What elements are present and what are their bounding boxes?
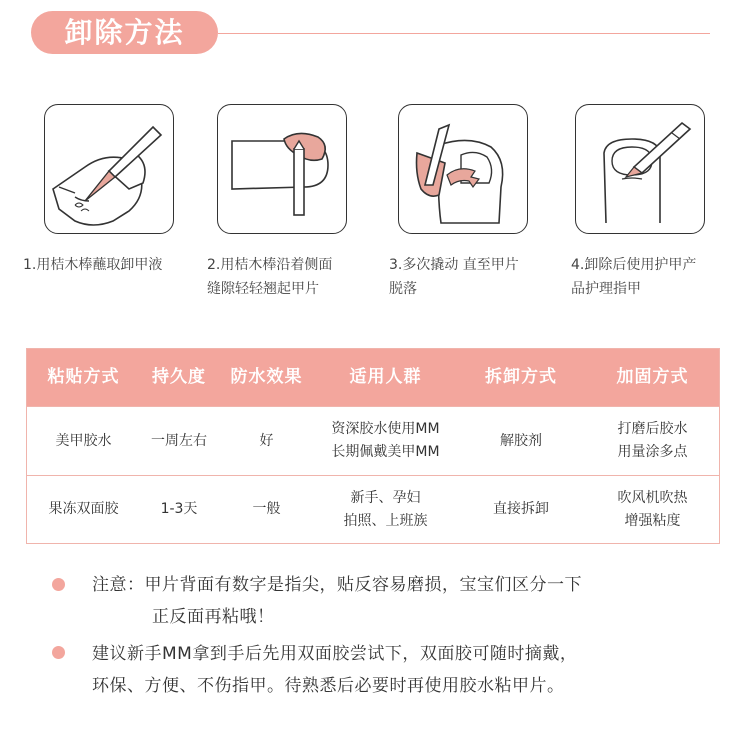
cell-text: 好 bbox=[259, 432, 274, 449]
note-2-bullet-icon bbox=[52, 646, 65, 659]
cell-text: 直接拆卸 bbox=[493, 501, 549, 517]
cell-text: 一周左右 bbox=[151, 432, 207, 449]
step-3-caption-line2: 脱落 bbox=[389, 281, 417, 297]
table-row bbox=[27, 475, 719, 543]
cell-text: 打磨后胶水 bbox=[617, 421, 688, 437]
note-1-bullet-icon bbox=[52, 578, 65, 591]
step-1-illustration bbox=[44, 104, 174, 234]
table-cell bbox=[456, 476, 586, 543]
step-2-illustration bbox=[217, 104, 347, 234]
note-2-line1: 建议新手MM拿到手后先用双面胶尝试下，双面胶可随时摘戴， bbox=[92, 644, 578, 664]
step-4-caption-line2: 品护理指甲 bbox=[571, 281, 641, 297]
cell-text: 解胶剂 bbox=[500, 432, 542, 449]
step-2-caption bbox=[207, 253, 332, 301]
step-3-illustration bbox=[398, 104, 528, 234]
header-removal-method: 拆卸方式 bbox=[485, 367, 557, 387]
table-row bbox=[27, 406, 719, 475]
table-cell bbox=[27, 476, 140, 543]
step-3-caption-line1: 3.多次撬动 直至甲片 bbox=[389, 257, 519, 273]
step-4-illustration bbox=[575, 104, 705, 234]
step-1-caption-line1: 1.用桔木棒蘸取卸甲液 bbox=[23, 257, 163, 273]
nail-care-icon bbox=[576, 105, 706, 235]
cell-text: 增强粘度 bbox=[624, 512, 681, 529]
step-2-caption-line1: 2.用桔木棒沿着侧面 bbox=[207, 257, 333, 273]
step-3-caption bbox=[389, 253, 519, 301]
table-cell bbox=[456, 407, 586, 475]
cell-text: 资深胶水使用MM bbox=[331, 421, 440, 437]
nail-detach-icon bbox=[399, 105, 529, 235]
cell-text: 拍照、上班族 bbox=[343, 512, 428, 529]
note-1 bbox=[92, 569, 582, 633]
step-4-caption bbox=[571, 253, 696, 301]
table-cell bbox=[586, 407, 719, 475]
table-cell bbox=[140, 407, 218, 475]
table-cell bbox=[218, 407, 315, 475]
cell-text: 吹风机吹热 bbox=[617, 489, 688, 506]
table-cell bbox=[315, 407, 456, 475]
cell-text: 美甲胶水 bbox=[55, 432, 112, 449]
note-1-line1: 注意：甲片背面有数字是指尖，贴反容易磨损，宝宝们区分一下 bbox=[92, 575, 582, 595]
orange-stick-pry-icon bbox=[218, 105, 348, 235]
title-divider bbox=[218, 33, 710, 34]
header-waterproof: 防水效果 bbox=[230, 367, 303, 387]
header-adhesive-method: 粘贴方式 bbox=[47, 367, 120, 387]
section-title: 卸除方法 bbox=[31, 11, 218, 54]
step-2-caption-line2: 缝隙轻轻翘起甲片 bbox=[207, 281, 319, 297]
header-reinforce-method: 加固方式 bbox=[616, 367, 689, 387]
note-2-line2: 环保、方便、不伤指甲。待熟悉后必要时再使用胶水粘甲片。 bbox=[92, 676, 565, 696]
table-header bbox=[27, 349, 719, 406]
cell-text: 1-3天 bbox=[160, 501, 198, 517]
table-cell bbox=[218, 476, 315, 543]
step-1-caption bbox=[23, 253, 162, 277]
comparison-table bbox=[26, 348, 720, 544]
note-1-line2: 正反面再粘哦！ bbox=[152, 607, 275, 627]
cell-text: 果冻双面胶 bbox=[48, 501, 119, 517]
table-cell bbox=[315, 476, 456, 543]
table-cell bbox=[140, 476, 218, 543]
table-cell bbox=[27, 407, 140, 475]
cell-text: 新手、孕妇 bbox=[350, 489, 421, 506]
step-4-caption-line1: 4.卸除后使用护甲产 bbox=[571, 257, 697, 273]
table-cell bbox=[586, 476, 719, 543]
orange-stick-dip-icon bbox=[45, 105, 175, 235]
note-2 bbox=[92, 638, 577, 702]
header-suitable-users: 适用人群 bbox=[349, 367, 422, 387]
cell-text: 一般 bbox=[252, 501, 281, 517]
cell-text: 长期佩戴美甲MM bbox=[331, 444, 440, 460]
header-durability: 持久度 bbox=[152, 367, 206, 387]
cell-text: 用量涂多点 bbox=[617, 444, 688, 460]
